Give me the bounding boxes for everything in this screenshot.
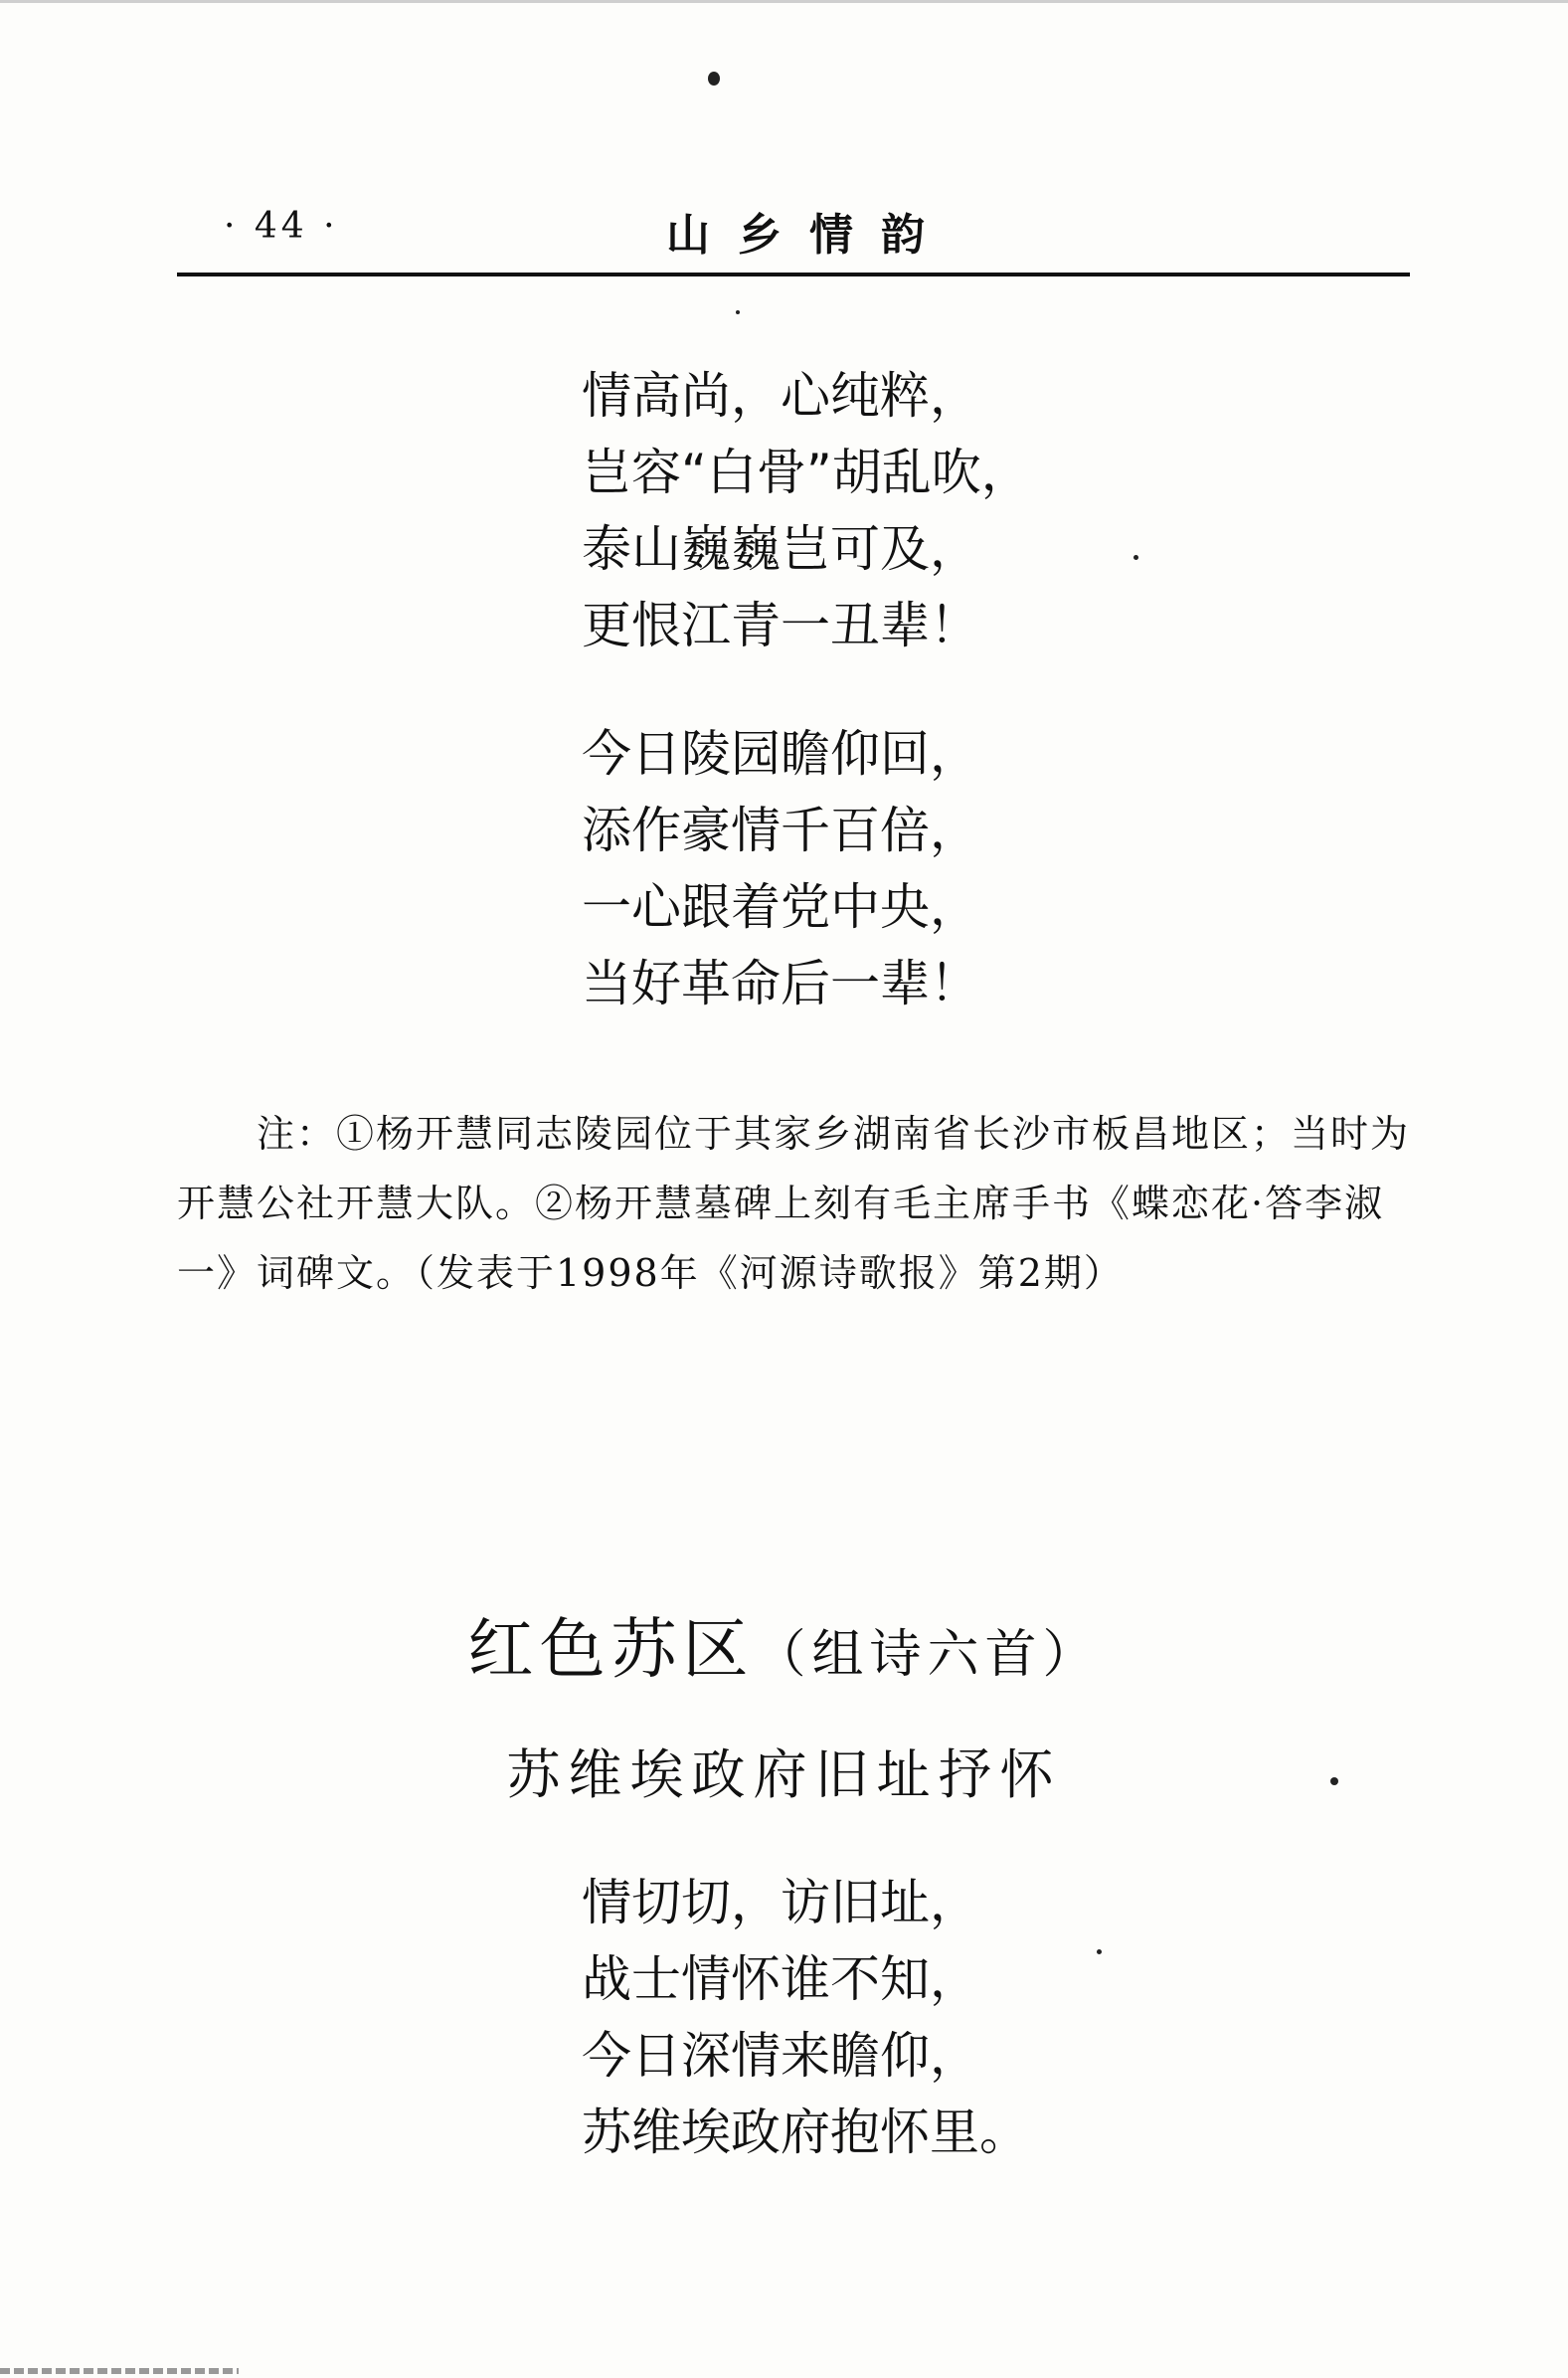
scan-speck xyxy=(708,72,720,86)
poem-line: 苏维埃政府抱怀里。 xyxy=(582,2104,1029,2161)
footnote-text: 注：①杨开慧同志陵园位于其家乡湖南省长沙市板昌地区；当时为开慧公社开慧大队。②杨开慧墓碑上刻有毛主席手书《蝶恋花·答李淑一》词碑文。（发表于1998年《河源诗歌报》第2期） xyxy=(177,1112,1411,1295)
footnote xyxy=(177,1099,1415,1308)
scan-speck xyxy=(1097,1949,1102,1954)
scan-speck xyxy=(1133,555,1138,560)
poem-line: 今日深情来瞻仰， xyxy=(582,2027,979,2085)
page-number: · 44 · xyxy=(224,206,339,247)
poem-line: 添作豪情千百倍， xyxy=(582,802,979,859)
running-title: 山乡情韵 xyxy=(666,210,953,261)
poem-line: 当好革命后一辈！ xyxy=(582,955,979,1012)
poem-title: 苏维埃政府旧址抒怀 xyxy=(506,1743,1062,1806)
scan-edge-top xyxy=(0,0,1568,3)
poem-line: 情切切，访旧址， xyxy=(582,1874,979,1931)
poem-stanza xyxy=(582,358,1031,664)
section-title-sub: （组诗六首） xyxy=(754,1625,1101,1685)
scan-speck xyxy=(736,310,740,314)
scan-edge-bottom xyxy=(0,2368,239,2374)
poem-stanza xyxy=(582,716,979,1022)
header-rule xyxy=(177,273,1410,276)
poem-stanza xyxy=(582,1865,1029,2171)
poem-line: 更恨江青一丑辈！ xyxy=(582,597,979,654)
poem-line: 岂容“白骨”胡乱吹， xyxy=(582,444,1031,501)
poem-line: 情高尚，心纯粹， xyxy=(582,367,979,425)
section-title xyxy=(0,1596,1568,1691)
section-title-main: 红色苏区 xyxy=(467,1611,755,1688)
poem-line: 泰山巍巍岂可及， xyxy=(582,520,979,578)
poem-line: 一心跟着党中央， xyxy=(582,878,979,936)
poem-line: 战士情怀谁不知， xyxy=(582,1950,979,2008)
poem-line: 今日陵园瞻仰回， xyxy=(582,725,979,783)
